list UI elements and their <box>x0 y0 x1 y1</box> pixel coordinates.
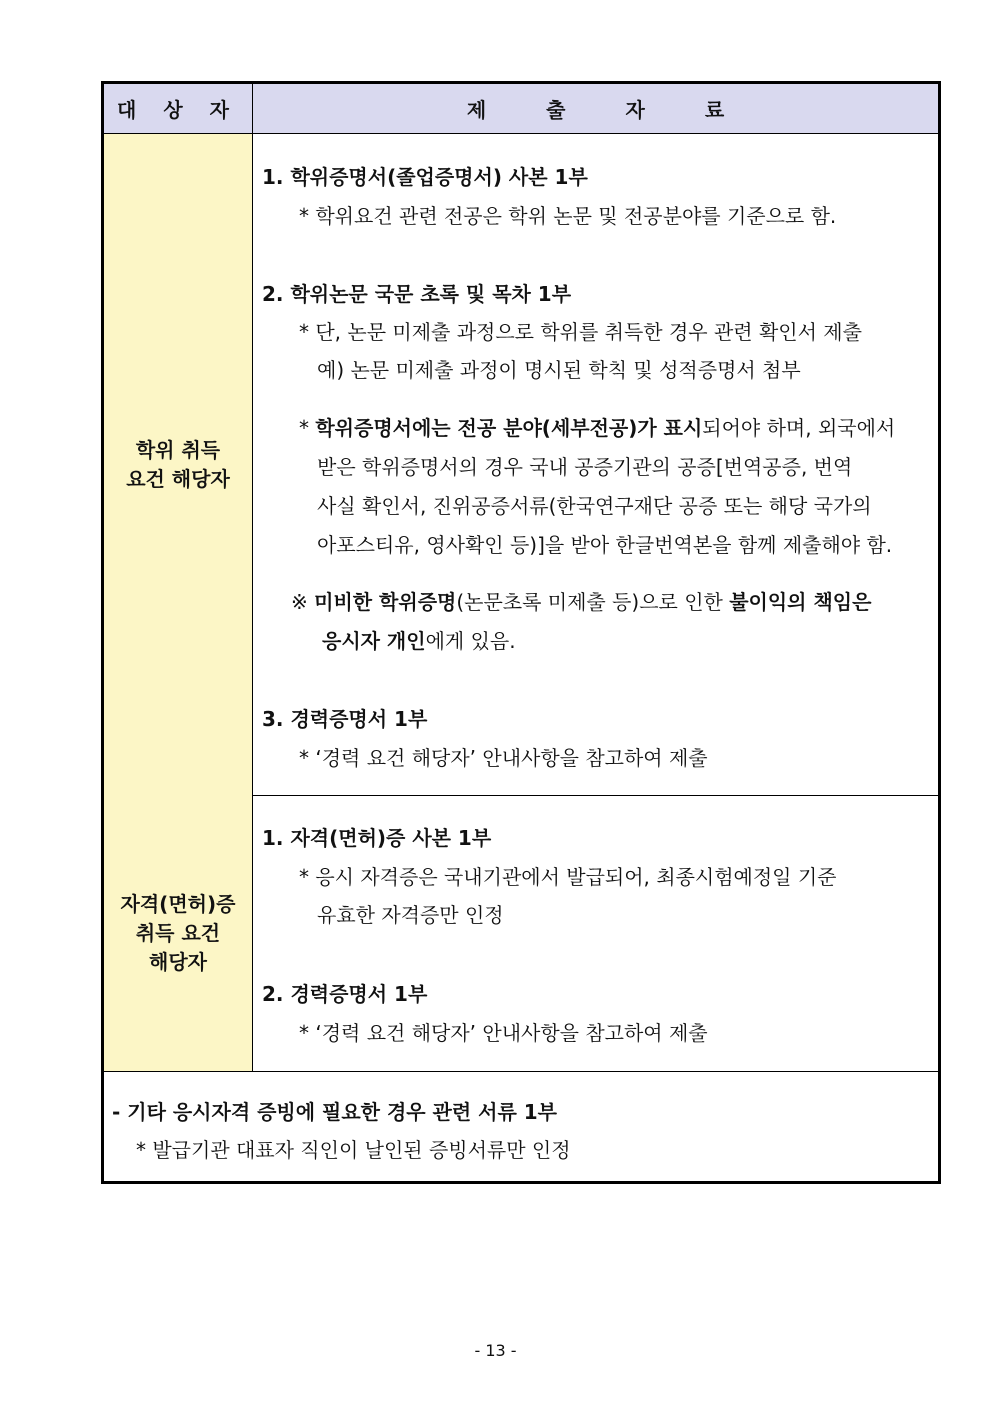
section1-item2-note1: * 단, 논문 미제출 과정으로 학위를 취득한 경우 관련 확인서 제출 <box>299 320 862 344</box>
warning-text: 에게 있음. <box>425 629 516 653</box>
header-documents <box>253 84 938 134</box>
section2-label: 자격(면허)증 취득 요건 해당자 <box>104 795 253 1071</box>
header-doc-char: 료 <box>704 98 725 122</box>
section1-note3-line3: 사실 확인서, 진위공증서류(한국연구재단 공증 또는 해당 국가의 <box>317 494 872 518</box>
section1-warning-line1 <box>291 586 871 615</box>
section2-item1-title: 1. 자격(면허)증 사본 1부 <box>262 826 492 850</box>
section1-item1-note: * 학위요건 관련 전공은 학위 논문 및 전공분야를 기준으로 함. <box>299 204 837 228</box>
section1-note3-line4: 아포스티유, 영사확인 등)]을 받아 한글번역본을 함께 제출해야 함. <box>317 533 893 557</box>
section2-item1-note2: 유효한 자격증만 인정 <box>317 903 504 927</box>
warning-emphasis: 미비한 학위증명 <box>314 590 457 614</box>
bottom-note: * 발급기관 대표자 직인이 날인된 증빙서류만 인정 <box>136 1138 571 1162</box>
page-number: - 13 - <box>474 1341 517 1360</box>
note-text: 되어야 하며, 외국에서 <box>702 416 896 440</box>
section1-note3-line1 <box>299 412 895 441</box>
header-doc-char: 자 <box>625 98 645 122</box>
warning-emphasis: 불이익의 책임은 <box>729 590 872 614</box>
section2-item2-note: * ‘경력 요건 해당자’ 안내사항을 참고하여 제출 <box>299 1021 708 1045</box>
header-doc-char: 제 <box>466 98 487 122</box>
warning-emphasis: 응시자 개인 <box>322 629 426 653</box>
section1-item2-note2: 예) 논문 미제출 과정이 명시된 학칙 및 성적증명서 첨부 <box>317 358 801 382</box>
header-doc-char: 출 <box>546 98 566 122</box>
section1-label: 학위 취득 요건 해당자 <box>104 134 253 795</box>
section1-warning-line2 <box>322 625 516 654</box>
section1-item3-title: 3. 경력증명서 1부 <box>262 707 428 731</box>
section2-item2-title: 2. 경력증명서 1부 <box>262 982 428 1006</box>
section1-content <box>253 134 938 795</box>
note-star: * <box>299 416 309 440</box>
row-divider <box>104 1071 938 1072</box>
section1-note3-line2: 받은 학위증명서의 경우 국내 공증기관의 공증[번역공증, 번역 <box>317 455 853 479</box>
requirements-table <box>101 81 941 1184</box>
warning-text: (논문초록 미제출 등)으로 인한 <box>456 590 730 614</box>
section1-item3-note: * ‘경력 요건 해당자’ 안내사항을 참고하여 제출 <box>299 746 708 770</box>
note-emphasis: 학위증명서에는 전공 분야(세부전공)가 표시 <box>315 416 703 440</box>
header-target: 대 상 자 <box>104 84 253 134</box>
reference-mark: ※ <box>291 590 308 614</box>
bottom-title: - 기타 응시자격 증빙에 필요한 경우 관련 서류 1부 <box>112 1100 557 1124</box>
section1-item2-title: 2. 학위논문 국문 초록 및 목차 1부 <box>262 282 572 306</box>
section2-item1-note1: * 응시 자격증은 국내기관에서 발급되어, 최종시험예정일 기준 <box>299 865 837 889</box>
section1-item1-title: 1. 학위증명서(졸업증명서) 사본 1부 <box>262 165 588 189</box>
section2-content <box>253 795 938 1071</box>
